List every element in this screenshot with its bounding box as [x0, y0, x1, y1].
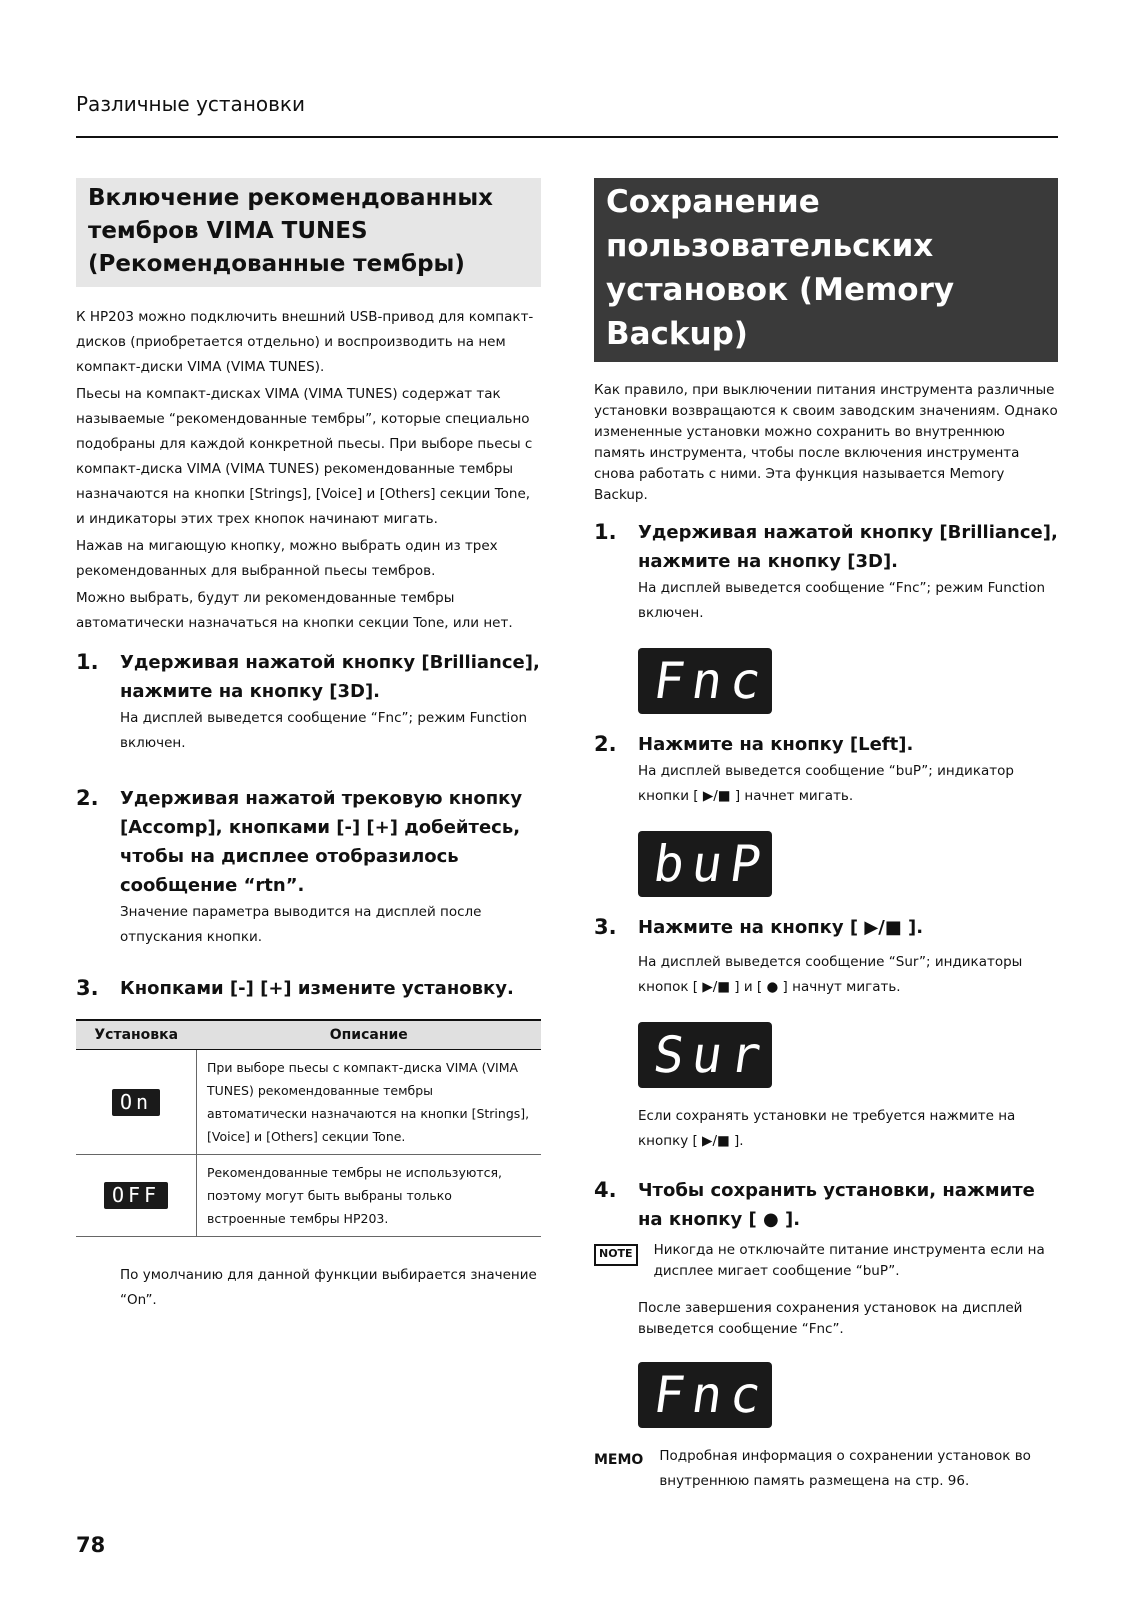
lcd-display	[638, 831, 772, 897]
lcd-display	[638, 1022, 772, 1088]
step-description: На дисплей выведется сообщение “Fnc”; режим Function включен.	[638, 580, 1046, 621]
step-description: На дисплей выведется сообщение “Fnc”; режим Function включен.	[120, 710, 528, 751]
step-number: 2.	[76, 786, 99, 810]
column-header: Описание	[197, 1020, 542, 1050]
display-cell	[76, 1155, 197, 1237]
step-2	[76, 784, 541, 900]
step-2	[594, 730, 1058, 759]
running-header: Различные установки	[76, 92, 305, 116]
step-description: На дисплей выведется сообщение “buP”; индикатор кнопки [ ▶/■ ] начнет мигать.	[638, 763, 1014, 804]
after-save-text: После завершения сохранения установок на дисплей выведется сообщение “Fnc”.	[638, 1300, 1023, 1337]
left-column	[76, 178, 541, 1313]
right-section-heading: Сохранение пользовательских установок (Memory Backup)	[594, 178, 1058, 362]
memo-text: Подробная информация о сохранении установок во внутреннюю память размещена на стр. 96.	[659, 1448, 1031, 1489]
lcd-text: Sur	[649, 1026, 773, 1084]
note-block	[594, 1240, 1058, 1282]
table-header-row	[76, 1020, 541, 1050]
left-section-heading: Включение рекомендованных тембров VIMA TUNES (Рекомендованные тембры)	[76, 178, 541, 287]
step-number: 3.	[594, 915, 617, 939]
lcd-text: buP	[649, 835, 773, 893]
right-column	[594, 178, 1058, 1494]
lcd-mini-display: OFF	[104, 1182, 168, 1209]
description-cell: Рекомендованные тембры не используются, поэтому могут быть выбраны только встроенные тембры HP203.	[197, 1155, 542, 1237]
note-icon: NOTE	[594, 1244, 638, 1266]
step-3	[76, 974, 541, 1003]
step-number: 3.	[76, 976, 99, 1000]
description-cell: При выборе пьесы с компакт-диска VIMA (VIMA TUNES) рекомендованные тембры автоматически назначаются на кнопки [Strings], [Voice] и [Others] секции Tone.	[197, 1050, 542, 1155]
step-number: 1.	[76, 650, 99, 674]
memo-block	[594, 1444, 1058, 1494]
step-after-text: Если сохранять установки не требуется нажмите на кнопку [ ▶/■ ].	[638, 1108, 1016, 1149]
column-header: Установка	[76, 1020, 197, 1050]
step-4	[594, 1176, 1058, 1234]
settings-table	[76, 1019, 541, 1237]
intro-paragraph: К HP203 можно подключить внешний USB-привод для компакт-дисков (приобретается отдельно) и воспроизводить на нем компакт-диски VIMA (VIMA TUNES).	[76, 309, 534, 375]
display-cell	[76, 1050, 197, 1155]
lcd-text: Fnc	[649, 1366, 773, 1424]
step-title: Удерживая нажатой трековую кнопку [Accomp], кнопками [-] [+] добейтесь, чтобы на дисплее отобразилось сообщение “rtn”.	[120, 788, 523, 896]
header-rule	[76, 136, 1058, 138]
step-1	[76, 648, 541, 706]
lcd-display	[638, 1362, 772, 1428]
step-title: Удерживая нажатой кнопку [Brilliance], нажмите на кнопку [3D].	[638, 522, 1058, 572]
lcd-text: Fnc	[649, 652, 773, 710]
table-row	[76, 1050, 541, 1155]
default-note: По умолчанию для данной функции выбирается значение “On”.	[120, 1267, 537, 1308]
lcd-display	[638, 648, 772, 714]
step-number: 1.	[594, 520, 617, 544]
step-3	[594, 913, 1058, 942]
intro-paragraph: Нажав на мигающую кнопку, можно выбрать один из трех рекомендованных для выбранной пьесы тембров.	[76, 538, 498, 579]
table-row	[76, 1155, 541, 1237]
step-1	[594, 518, 1058, 576]
step-title: Нажмите на кнопку [ ▶/■ ].	[638, 917, 924, 938]
intro-paragraph: Пьесы на компакт-дисках VIMA (VIMA TUNES) содержат так называемые “рекомендованные тембры”, которые специально подобраны для каждой конкретной пьесы. При выборе пьесы с компакт-диска VIMA (VIMA TUNES) рекомендованные тембры назначаются на кнопки [Strings], [Voice] и [Others] секции Tone, и индикаторы этих трех кнопок начинают мигать.	[76, 386, 533, 527]
lcd-mini-display: On	[112, 1089, 160, 1116]
step-title: Нажмите на кнопку [Left].	[638, 734, 914, 755]
intro-paragraph: Можно выбрать, будут ли рекомендованные тембры автоматически назначаться на кнопки секции Tone, или нет.	[76, 590, 513, 631]
step-title: Удерживая нажатой кнопку [Brilliance], нажмите на кнопку [3D].	[120, 652, 540, 702]
note-text: Никогда не отключайте питание инструмента если на дисплее мигает сообщение “buP”.	[653, 1242, 1045, 1279]
step-title: Чтобы сохранить установки, нажмите на кнопку [ ● ].	[638, 1180, 1035, 1230]
step-number: 4.	[594, 1178, 617, 1202]
step-number: 2.	[594, 732, 617, 756]
step-description: Значение параметра выводится на дисплей после отпускания кнопки.	[120, 904, 482, 945]
page-number: 78	[76, 1533, 106, 1557]
intro-paragraph: Как правило, при выключении питания инструмента различные установки возвращаются к своим заводским значениям. Однако измененные установки можно сохранить во внутреннюю память инструмента, чтобы после включения инструмента снова работать с ними. Эта функция называется Memory Backup.	[594, 382, 1058, 503]
step-title: Кнопками [-] [+] измените установку.	[120, 978, 514, 999]
memo-icon: MEMO	[594, 1452, 644, 1468]
step-description: На дисплей выведется сообщение “Sur”; индикаторы кнопок [ ▶/■ ] и [ ● ] начнут мигать.	[638, 954, 1023, 995]
